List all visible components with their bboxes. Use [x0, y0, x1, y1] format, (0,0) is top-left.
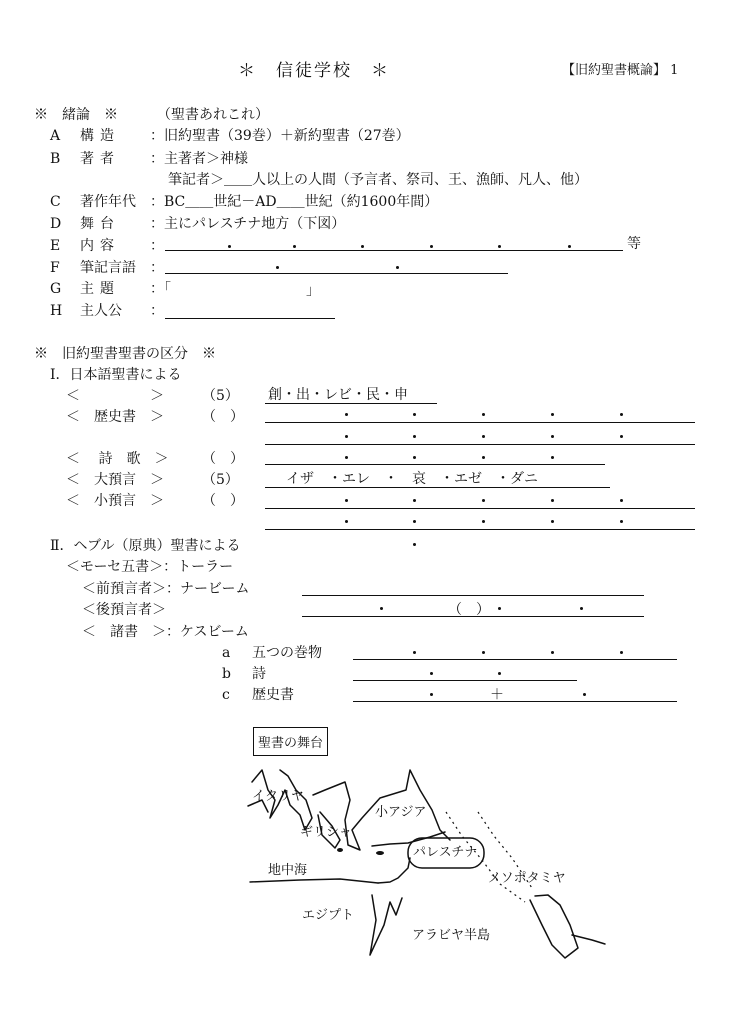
division-count: （ ）	[202, 409, 244, 425]
item-label: 主人公	[80, 303, 122, 319]
map-label-greece: ギリシャ	[300, 825, 352, 840]
item-value: ：	[150, 260, 164, 276]
item-letter: C	[50, 194, 61, 210]
division-label: ＜ ＞	[66, 388, 164, 404]
item-value: ：主にパレスチナ地方（下図）	[150, 216, 346, 232]
division-label: ＜前預言者＞：ナービーム	[82, 581, 250, 597]
intro-heading: ※ 緒論 ※	[34, 107, 118, 123]
division-label: ＜後預言者＞	[82, 602, 166, 618]
item-letter: F	[50, 260, 60, 276]
part1-heading: Ⅰ．日本語聖書による	[50, 367, 182, 383]
paren-blank: （ ）	[448, 602, 490, 618]
division-count: （ ）	[202, 451, 244, 467]
asia-minor-coast	[372, 832, 445, 846]
item-letter: H	[50, 303, 63, 319]
map-label-italy: イタリヤ	[252, 789, 304, 804]
classification-heading: ※ 旧約聖書聖書の区分 ※	[34, 346, 216, 362]
item-value: ：BC＿＿世紀－AD＿＿世紀（約1600年間）	[150, 194, 439, 210]
subitem-letter: b	[222, 666, 231, 682]
item-label: 内容	[80, 238, 120, 254]
item-label: 舞台	[80, 216, 120, 232]
division-count: （5）	[202, 388, 239, 404]
item-letter: D	[50, 216, 62, 232]
division-count: （5）	[202, 472, 239, 488]
map-label-mesopotamia: メソポタミヤ	[488, 871, 566, 886]
plus-mark: ＋	[490, 687, 504, 703]
item-label: 著者	[80, 151, 120, 167]
item-letter: E	[50, 238, 61, 254]
map-title: 聖書の舞台	[253, 727, 328, 756]
map-label-egypt: エジプト	[302, 908, 355, 923]
item-label: 筆記言語	[80, 260, 136, 276]
red-sea-outline	[370, 895, 402, 955]
content-suffix: 等	[627, 236, 641, 252]
item-letter: A	[50, 128, 61, 144]
item-value: ：	[150, 303, 164, 319]
course-label: 【旧約聖書概論】 1	[562, 63, 679, 78]
subitem-letter: c	[222, 687, 230, 703]
division-fill: イザ ・エレ ・ 哀 ・エゼ ・ダニ	[286, 471, 538, 487]
arabia-outline	[530, 895, 578, 958]
item-letter: B	[50, 151, 61, 167]
division-label: ＜ 歴史書 ＞	[66, 409, 164, 425]
item-value: ：「	[150, 281, 171, 297]
africa-coast	[250, 879, 378, 883]
page-title: ＊ 信徒学校 ＊	[238, 61, 390, 81]
item-value: ：	[150, 238, 164, 254]
theme-close: 」	[306, 283, 320, 299]
subitem-label: 五つの巻物	[252, 645, 322, 661]
map-label-palestine: パレスチナ	[413, 845, 478, 860]
division-label: ＜ 大預言 ＞	[66, 472, 164, 488]
map-label-asia-minor: 小アジア	[375, 805, 427, 820]
palestine-coast	[378, 858, 410, 883]
intro-subtitle: （聖書あれこれ）	[157, 107, 269, 123]
item-letter: G	[50, 281, 62, 297]
island	[376, 851, 384, 855]
item-label: 主題	[80, 281, 120, 297]
division-label: ＜ 詩 歌 ＞	[66, 451, 169, 467]
island	[337, 848, 343, 852]
subitem-letter: a	[222, 645, 231, 661]
division-label: ＜ 小預言 ＞	[66, 493, 164, 509]
division-fill: 創・出・レビ・民・申	[268, 387, 408, 403]
gulf-coast	[572, 935, 605, 944]
part2-heading: Ⅱ．ヘブル（原典）聖書による	[50, 538, 241, 554]
subitem-label: 歴史書	[252, 687, 294, 703]
item-label: 著作年代	[80, 194, 136, 210]
item-value: ：主著者＞神様	[150, 151, 248, 167]
item-value: ：旧約聖書（39巻）＋新約聖書（27巻）	[150, 128, 410, 144]
map-label-arabia: アラビヤ半島	[412, 928, 491, 943]
item-value: 筆記者＞＿＿人以上の人間（予言者、祭司、王、漁師、凡人、他）	[168, 172, 588, 188]
division-count: （ ）	[202, 493, 244, 509]
subitem-label: 詩	[252, 666, 266, 682]
map-label-mediterranean: 地中海	[268, 863, 308, 878]
division-label: ＜モーセ五書＞：トーラー	[66, 559, 234, 575]
item-label: 構造	[80, 128, 120, 144]
division-label: ＜ 諸書 ＞：ケスビーム	[82, 624, 249, 640]
